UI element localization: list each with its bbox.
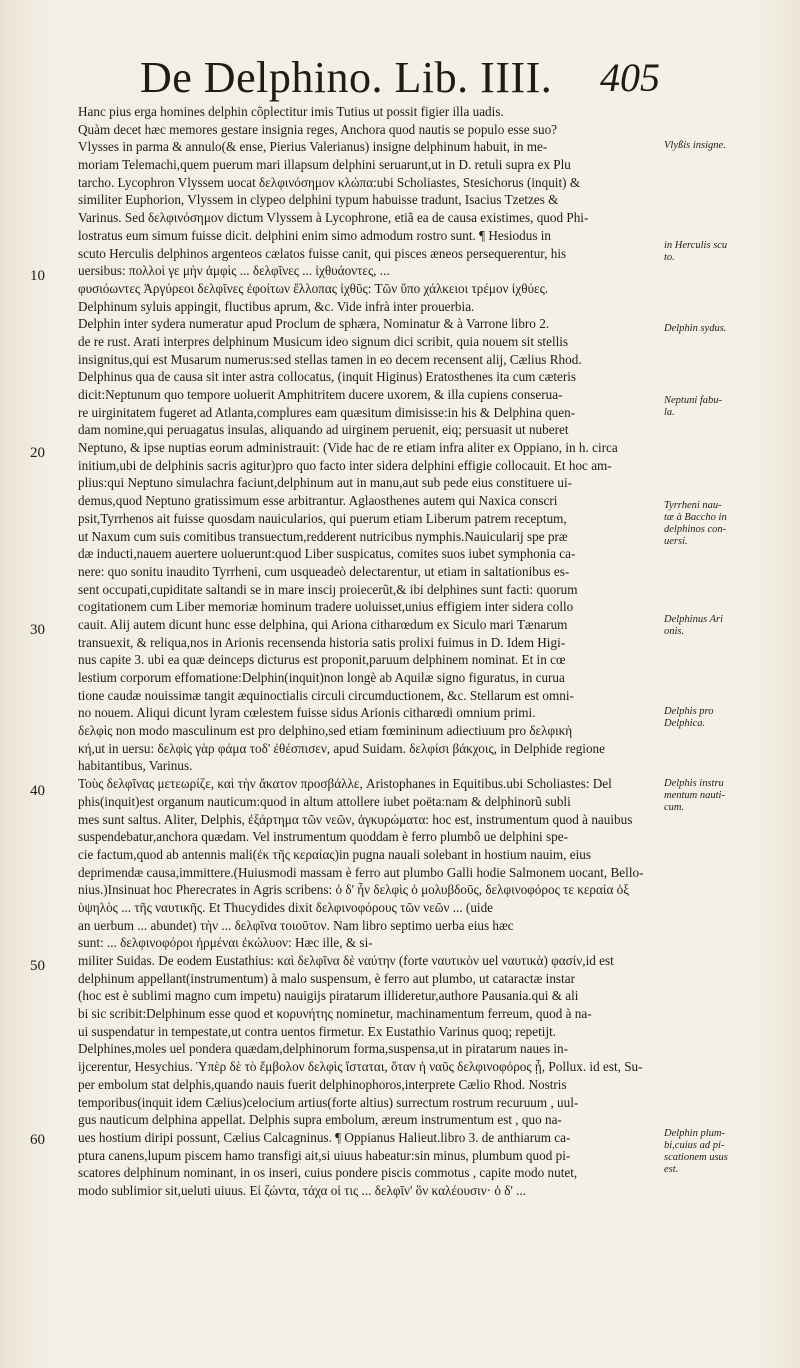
text-line: Varinus. Sed δελφινόσημον dictum Vlyssem à Lycophrone, etiã ea de causa existimes, quod Phi- bbox=[78, 210, 589, 226]
text-line: scatores delphinum nominant, in os inseri, cuius pondere piscis commotus , capite modo nutet, bbox=[78, 1165, 578, 1181]
text-line: suspendebatur,anchora quædam. Vel instrumentum quoddam è ferro plumbô ue delphini spe- bbox=[78, 829, 568, 845]
margin-note-neptune: Neptuni fabu- la. bbox=[664, 395, 723, 418]
text-line: psit,Tyrrhenos ait fuisse quosdam nauicularios, qui puerum etiam Liberum patrem receptum, bbox=[78, 510, 567, 526]
text-line: lestium corporum effomatione:Delphin(inquit)non longè ab Aquilæ signo figuratus, in curua bbox=[78, 670, 565, 685]
main-text bbox=[78, 103, 658, 1200]
text-line: lostratus eum simum fuisse dicit. delphini enim simo admodum rostro sunt. ¶ Hesiodus in bbox=[78, 227, 552, 243]
text-line: nus capite 3. ubi ea quæ deinceps dicturus est proponit,paruum delphinem nominat. Et in cœ bbox=[78, 652, 566, 668]
margin-note-instrument: Delphis instru mentum nauti- cum. bbox=[664, 778, 725, 813]
margin-note-arion: Delphinus Ari onis. bbox=[664, 614, 724, 637]
text-line: habitantibus, Varinus. bbox=[78, 758, 193, 774]
margin-note-hercules: in Herculis scu to. bbox=[664, 240, 728, 263]
line-number-40: 40 bbox=[30, 783, 45, 799]
text-line: an uerbum ... abundet) τὴν ... δελφῖνα τοιοῦτον. Nam libro septimo uerba eius hæc bbox=[78, 917, 514, 933]
text-line: ui suspendatur in tempestate,ut contra uentos firmetur. Ex Eustathio Varinus quoq; repetijt. bbox=[78, 1023, 557, 1039]
text-line: delphinum appellant(instrumentum) à malo suspensum, è ferro aut plumbo, ut cataractæ instar bbox=[78, 970, 575, 986]
margin-note-plumb: Delphin plum- bi,cuius ad pi- scationem usus est. bbox=[664, 1128, 728, 1175]
text-line: re uirginitatem fugeret ad Atlanta,complures eam quæsitum dimisisse:in his & Delphina quen- bbox=[78, 404, 576, 420]
text-line: tione caudæ nouissimæ tangit æquinoctialis circuli circumductionem, &c. Stellarum est omni- bbox=[78, 687, 574, 703]
text-line: cie factum,quod ab antennis mali(ἐκ τῆς κεραίας)in pugna nauali solebant in hostium nauim, eius bbox=[78, 846, 591, 862]
text-line: ijcerentur, Hesychius. Ὑπὲρ δὲ τὸ ἔμβολον δελφὶς ἵσταται, ὅταν ἡ ναῦς δελφινοφόρος ᾖ, Pollux. id est, Su- bbox=[78, 1059, 643, 1075]
text-line: plius:qui Neptuno simulachra faciunt,delphinum aut in manu,aut sub pede eius constituere ui- bbox=[78, 475, 573, 491]
line-number-50: 50 bbox=[30, 958, 45, 974]
text-line: Delphines,moles uel pondera quædam,delphinorum forma,suspensa,ut in piratarum naues in- bbox=[78, 1041, 569, 1057]
margin-note-sydus: Delphin sydus. bbox=[664, 323, 727, 334]
running-title: De Delphino. Lib. IIII. bbox=[140, 53, 553, 102]
text-line: cauit. Alij autem dicunt hunc esse delphina, qui Ariona citharœdum ex Siculo mari Tænarum bbox=[78, 616, 568, 632]
text-line: scuto Herculis delphinos argenteos cælatos fuisse canit, qui pisces æneos persequerentur, his bbox=[78, 245, 567, 261]
text-line: moriam Telemachi,quem puerum mari illapsum delphini seruarunt,ut in D. retuli supra ex Plu bbox=[78, 157, 571, 173]
text-line: insignitus,qui est Musarum numerus:sed stellas tamen in eo decem recensent alij, Cælius Rhod. bbox=[78, 351, 582, 367]
text-line: (hoc est è sublimi magno cum impetu) nauigijs piratarum illideretur,authore Pausania.qui & ali bbox=[78, 988, 579, 1004]
line-number-60: 60 bbox=[30, 1132, 45, 1148]
margin-note-ulysses: Vlyßis insigne. bbox=[664, 140, 726, 151]
text-line: κή,ut in uersu: δελφὶς γὰρ φάμα τοδ' ἐθέσπισεν, apud Suidam. δελφίσι βάκχοις, in Delphide regione bbox=[78, 740, 605, 756]
text-line: nere: quo sonitu inaudito Tyrrheni, cum usqueadeò delectarentur, ut etiam in saltationibus es- bbox=[78, 563, 570, 579]
text-line: transuexit, & reliqua,nos in Arionis recensenda historia satis prolixi fuimus in D. Idem Higi- bbox=[78, 634, 566, 650]
text-line: dæ inducti,nauem auertere uoluerunt:quod Liber suspicatus, comites suos iubet symphonia ca- bbox=[78, 546, 576, 562]
text-line: initium,ubi de delphinis sacris agitur)pro quo facto inter sidera delphini effigie collocauit. Et hoc am- bbox=[78, 457, 612, 473]
text-line: Neptuno, & ipse nuptias eorum administrauit: (Vide hac de re etiam infra aliter ex Oppiano, in h. circa bbox=[78, 440, 618, 456]
text-line: demus,quod Neptuno gratissimum esse arbitrantur. Aglaosthenes autem qui Naxica conscri bbox=[78, 493, 558, 509]
text-line: Delphinum syluis appingit, fluctibus aprum, &c. Vide infrà inter prouerbia. bbox=[78, 298, 475, 314]
line-number-10: 10 bbox=[30, 268, 45, 284]
line-number-30: 30 bbox=[30, 622, 45, 638]
text-line: δελφὶς non modo masculinum est pro delphino,sed etiam fœmininum adiectiuum pro δελφικὴ bbox=[78, 723, 573, 739]
text-line: ues hostium diripi possunt, Cælius Calcagninus. ¶ Oppianus Halieut.libro 3. de anthiarum ca- bbox=[78, 1129, 571, 1145]
text-line: Τοὺς δελφῖνας μετεωρίζε, καὶ τὴν ἄκατον προσβάλλε, Aristophanes in Equitibus.ubi Scholiastes: Del bbox=[78, 776, 612, 792]
page-number: 405 bbox=[600, 55, 660, 100]
text-line: sent occupati,cupiditate saltandi se in mare insciȷ proiecerũt,& ibi delphines sunt facti: quorum bbox=[78, 581, 578, 597]
text-line: ὑψηλὸς ... τῆς ναυτικῆς. Et Thucydides dixit δελφινοφόρους τῶν νεῶν ... (uide bbox=[78, 899, 494, 915]
text-line: tarcho. Lycophron Vlyssem uocat δελφινόσημον κλώπα:ubi Scholiastes, Stesichorus (inquit) & bbox=[78, 174, 581, 190]
text-line: temporibus(inquit idem Cælius)celocium artius(forte altius) surrectum rostrum recuruum , uul- bbox=[78, 1094, 579, 1110]
text-line: deprimendæ causa,immittere.(Huiusmodi massam è ferro aut plumbo Galli hodie Salmonem uocant, Bello- bbox=[78, 864, 644, 880]
running-header bbox=[140, 48, 660, 108]
text-line: gus nauticum delphina appellat. Delphis supra embolum, æreum instrumentum est , quo na- bbox=[78, 1112, 562, 1128]
text-line: Vlysses in parma & annulo(& ense, Pierius Valerianus) insigne delphinum habuit, in me- bbox=[78, 139, 548, 155]
text-line: mes sunt saltus. Aliter, Delphis, ἐξάρτημα τῶν νεῶν, ἀγκυρώματα: hoc est, instrumentum quod à nauibus bbox=[78, 811, 633, 827]
text-line: per embolum stat delphis,quando nauis fuerit delphinophoros,interprete Cælio Rhod. Nostris bbox=[78, 1076, 567, 1092]
text-line: modo sublimior sit,ueluti uiuus. Εἰ ζώντα, τάχα οἱ τις ... δελφῖν' ὃν καλέουσιν· ὁ δ' ... bbox=[78, 1182, 527, 1198]
text-line: cogitationem cum Liber memoriæ hominum tradere uoluisset,unius effigiem inter sidera collo bbox=[78, 599, 574, 615]
text-line: Delphin inter sydera numeratur apud Proclum de sphæra, Nominatur & à Varrone libro 2. bbox=[78, 316, 550, 332]
text-line: dicit:Neptunum quo tempore uoluerit Amphitritem ducere uxorem, & illa cupiens conserua- bbox=[78, 387, 563, 402]
text-line: dam nomine,qui peruagatus insulas, aliquando ad uirginem peruenit, eiq; persuasit ut nuberet bbox=[78, 422, 569, 438]
margin-note-tyrrhenians: Tyrrheni nau- tæ à Baccho in delphinos con- uersi. bbox=[664, 500, 727, 547]
text-line: sunt: ... δελφινοφόροι ἠρμέναι ἐκώλυον: Hæc ille, & si- bbox=[78, 935, 373, 951]
text-line: uersibus: πολλοὶ γε μὴν ἀμφὶς ... δελφῖνες ... ἰχθυάοντες, ... bbox=[78, 263, 390, 279]
text-line: Hanc pius erga homines delphin cõplectitur imis Tutius ut possit figier illa uadis. bbox=[78, 104, 504, 119]
text-line: ptura canens,lupum piscem hamo transfigi ait,si uiuus habeatur:sin minus, plumbum quod pi- bbox=[78, 1147, 571, 1163]
text-line: Quàm decet hæc memores gestare insignia reges, Anchora quod nautis se populo esse suo? bbox=[78, 121, 558, 137]
line-number-20: 20 bbox=[30, 445, 45, 461]
text-line: bi sic scribit:Delphinum esse quod et κορυνήτης nominetur, machinamentum ferreum, quod à na- bbox=[78, 1006, 592, 1022]
text-line: militer Suidas. De eodem Eustathius: καὶ δελφῖνα δὲ ναύτην (forte ναυτικὸν uel ναυτικὰ) φασίν,id est bbox=[78, 953, 614, 968]
text-line: similiter Euphorion, Vlyssem in clypeo delphini typum habuisse tradunt, Isacius Tzetzes & bbox=[78, 192, 559, 208]
margin-note-delphica: Delphis pro Delphica. bbox=[664, 706, 714, 729]
text-line: de re rust. Arati interpres delphinum Musicum ideo signum dici scribit, quia nouem sit stellis bbox=[78, 333, 569, 349]
text-line: φυσιόωντες Ἀργύρεοι δελφῖνες ἐφοίτων ἔλλοπας ἰχθῦς: Τῶν ὕπο χάλκειοι τρέμον ἰχθύες. bbox=[78, 280, 549, 296]
text-line: Delphinus qua de causa sit inter astra collocatus, (inquit Higinus) Eratosthenes ita cum cæteris bbox=[78, 369, 577, 385]
text-line: ut Naxum cum suis comitibus transuectum,redderent nutricibus nymphis.Nauicularij spe præ bbox=[78, 528, 568, 544]
text-line: no nouem. Aliqui dicunt lyram cœlestem fuisse sidus Arionis citharœdi omnium primi. bbox=[78, 705, 536, 721]
text-line: phis(inquit)est organum nauticum:quod in altum attollere iubet poëta:nam & delphinorũ subli bbox=[78, 793, 571, 809]
text-line: nius.)Insinuat hoc Pherecrates in Agris scribens: ὁ δ' ἦν δελφὶς ὁ μολυβδοῦς, δελφινοφόρος τε κεραία ὀξ bbox=[78, 882, 630, 898]
